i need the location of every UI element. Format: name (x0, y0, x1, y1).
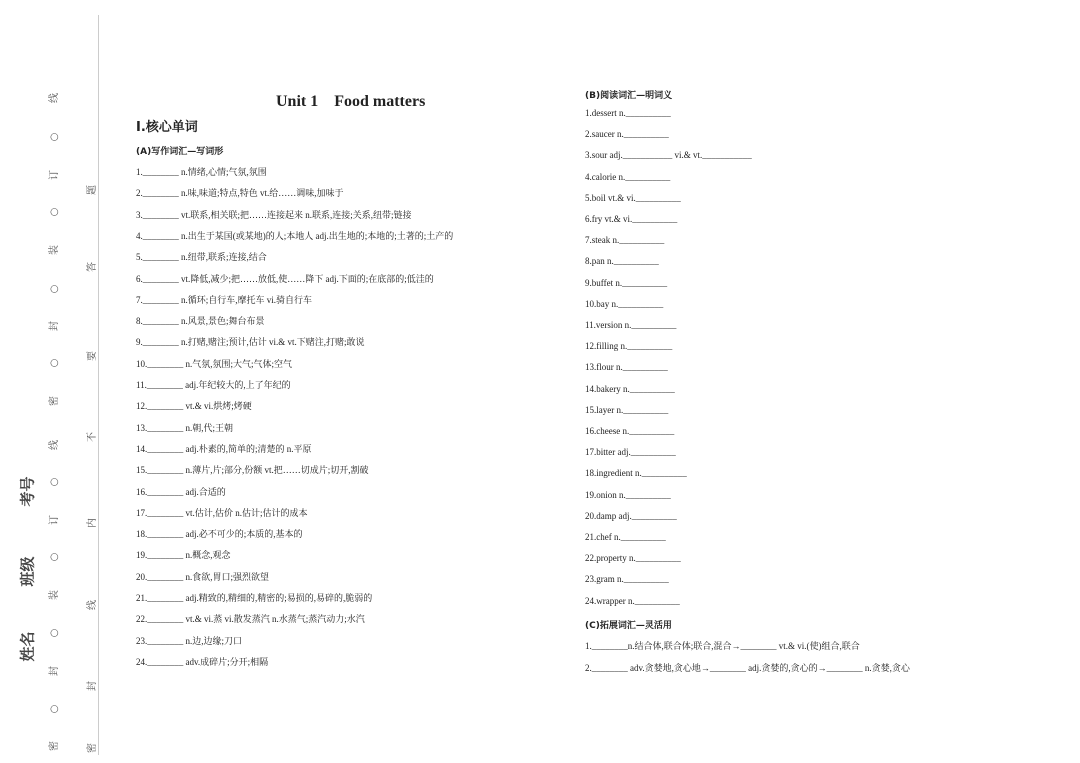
margin-char: 订 (49, 515, 60, 525)
margin-char: ○ (49, 704, 60, 714)
part-a-item: 18.________ adj.必不可少的;本质的,基本的 (136, 529, 303, 540)
margin-char: 线 (49, 93, 60, 103)
margin-char: 密 (87, 743, 98, 753)
margin-label-field: 考号 (18, 476, 37, 507)
part-a-item: 11.________ adj.年纪较大的,上了年纪的 (136, 380, 291, 390)
margin-label-field: 姓名 (18, 631, 37, 662)
part-a-item: 19.________ n.概念,观念 (136, 550, 231, 561)
part-b-item: 15.layer n.__________ (585, 404, 669, 415)
margin-char: 封 (49, 321, 60, 331)
part-c-item: 2.________ adv.贪婪地,贪心地→________ adj.贪婪的,贪心的→________ n.贪婪,贪心 (585, 662, 910, 673)
margin-char: 线 (87, 600, 98, 610)
part-a-item: 10.________ n.气氛,氛围;大气;气体;空气 (136, 358, 293, 369)
part-a-item: 7.________ n.循环;自行车,摩托车 vi.骑自行车 (136, 294, 313, 305)
part-b-item: 20.damp adj.__________ (585, 510, 677, 521)
part-a-item: 3.________ vt.联系,相关联;把……连接起来 n.联系,连接;关系,纽带;链接 (136, 209, 412, 220)
margin-char: 不 (87, 432, 98, 442)
part-a-item: 15.________ n.薄片,片;部分,份额 vt.把……切成片;切开,割破 (136, 465, 369, 476)
part-a-item: 1.________ n.情绪,心情;气氛,氛围 (136, 167, 267, 177)
part-b-item: 4.calorie n.__________ (585, 171, 671, 182)
margin-char: ○ (49, 477, 60, 487)
part-b-item: 1.dessert n.__________ (585, 108, 671, 118)
margin-char: 要 (87, 351, 98, 361)
part-b-item: 14.bakery n.__________ (585, 383, 675, 394)
part-a-item: 6.________ vt.降低,减少;把……放低,使……降下 adj.下面的;在底部的;低洼的 (136, 273, 434, 284)
part-b-item: 22.property n.__________ (585, 553, 681, 564)
margin-char: 内 (87, 518, 98, 528)
margin-char: 答 (87, 262, 98, 272)
part-b-item: 21.chef n.__________ (585, 532, 666, 542)
part-a-item: 16.________ adj.合适的 (136, 486, 226, 497)
part-b-item: 2.saucer n.__________ (585, 129, 669, 140)
margin-char: ○ (49, 207, 60, 217)
part-b-item: 18.ingredient n.__________ (585, 468, 687, 479)
part-a-item: 23.________ n.边,边缘;刀口 (136, 635, 243, 646)
part-a-item: 9.________ n.打赌,赌注;预计,估计 vi.& vt.下赌注,打赌;敢说 (136, 337, 365, 348)
margin-char: 题 (87, 185, 98, 195)
part-b-item: 12.filling n.__________ (585, 341, 673, 352)
part-a-item: 8.________ n.风景,景色;舞台布景 (136, 316, 265, 327)
part-a-item: 5.________ n.纽带,联系;连接,结合 (136, 252, 267, 263)
part-a-item: 17.________ vt.估计,估价 n.估计;估计的成本 (136, 507, 308, 518)
part-b-item: 9.buffet n.__________ (585, 277, 668, 288)
margin-char: 密 (49, 396, 60, 406)
part-b-heading: (B)阅读词汇—明词义 (585, 91, 673, 101)
part-a-item: 13.________ n.朝,代;王朝 (136, 422, 234, 433)
part-a-heading: (A)写作词汇—写词形 (136, 147, 224, 157)
part-b-item: 16.cheese n.__________ (585, 426, 675, 436)
part-a-item: 14.________ adj.朴素的,简单的;清楚的 n.平原 (136, 443, 312, 454)
margin-char: 线 (49, 440, 60, 450)
part-b-item: 11.version n.__________ (585, 320, 677, 330)
margin-char: 订 (49, 170, 60, 180)
part-b-item: 8.pan n.__________ (585, 256, 659, 267)
margin-label-field: 班级 (18, 556, 37, 587)
part-b-item: 6.fry vt.& vi.__________ (585, 214, 678, 224)
margin-char: 封 (87, 681, 98, 691)
part-c-item: 1.________n.结合体,联合体;联合,混合→________ vt.& vi.(使)组合,联合 (585, 641, 860, 651)
part-b-item: 23.gram n.__________ (585, 574, 669, 585)
part-b-item: 7.steak n.__________ (585, 235, 665, 246)
part-a-item: 20.________ n.食欲,胃口;强烈欲望 (136, 571, 270, 582)
part-a-item: 22.________ vt.& vi.蒸 vi.散发蒸汽 n.水蒸气;蒸汽动力;水汽 (136, 614, 365, 625)
margin-char: ○ (49, 358, 60, 368)
margin-char: ○ (49, 628, 60, 638)
margin-char: 装 (49, 590, 60, 600)
margin-char: ○ (49, 552, 60, 562)
part-b-item: 13.flour n.__________ (585, 362, 668, 373)
part-b-item: 10.bay n.__________ (585, 298, 664, 309)
margin-char: 封 (49, 666, 60, 676)
part-b-item: 3.sour adj.___________ vi.& vt.___________ (585, 150, 752, 161)
part-c-heading: (C)拓展词汇—灵活用 (585, 621, 672, 631)
margin-char: 装 (49, 245, 60, 255)
margin-char: ○ (49, 284, 60, 294)
part-a-item: 12.________ vt.& vi.烘烤;烤硬 (136, 401, 252, 412)
page-title: Unit 1 Food matters (276, 93, 426, 110)
part-b-item: 17.bitter adj.__________ (585, 447, 676, 458)
part-b-item: 19.onion n.__________ (585, 489, 671, 500)
part-b-item: 24.wrapper n.__________ (585, 595, 680, 606)
margin-char: ○ (49, 132, 60, 142)
part-a-item: 21.________ adj.精致的,精细的,精密的;易损的,易碎的,脆弱的 (136, 593, 373, 603)
binding-line (98, 15, 99, 755)
part-a-item: 24.________ adv.成碎片;分开;相隔 (136, 656, 269, 667)
section-heading: Ⅰ.核心单词 (136, 120, 198, 135)
part-b-item: 5.boil vt.& vi.__________ (585, 192, 681, 203)
part-a-item: 4.________ n.出生于某国(或某地)的人;本地人 adj.出生地的;本地的;土著的;土产的 (136, 230, 454, 241)
margin-char: 密 (49, 741, 60, 751)
part-a-item: 2.________ n.味,味道;特点,特色 vt.给……调味,加味于 (136, 188, 344, 199)
